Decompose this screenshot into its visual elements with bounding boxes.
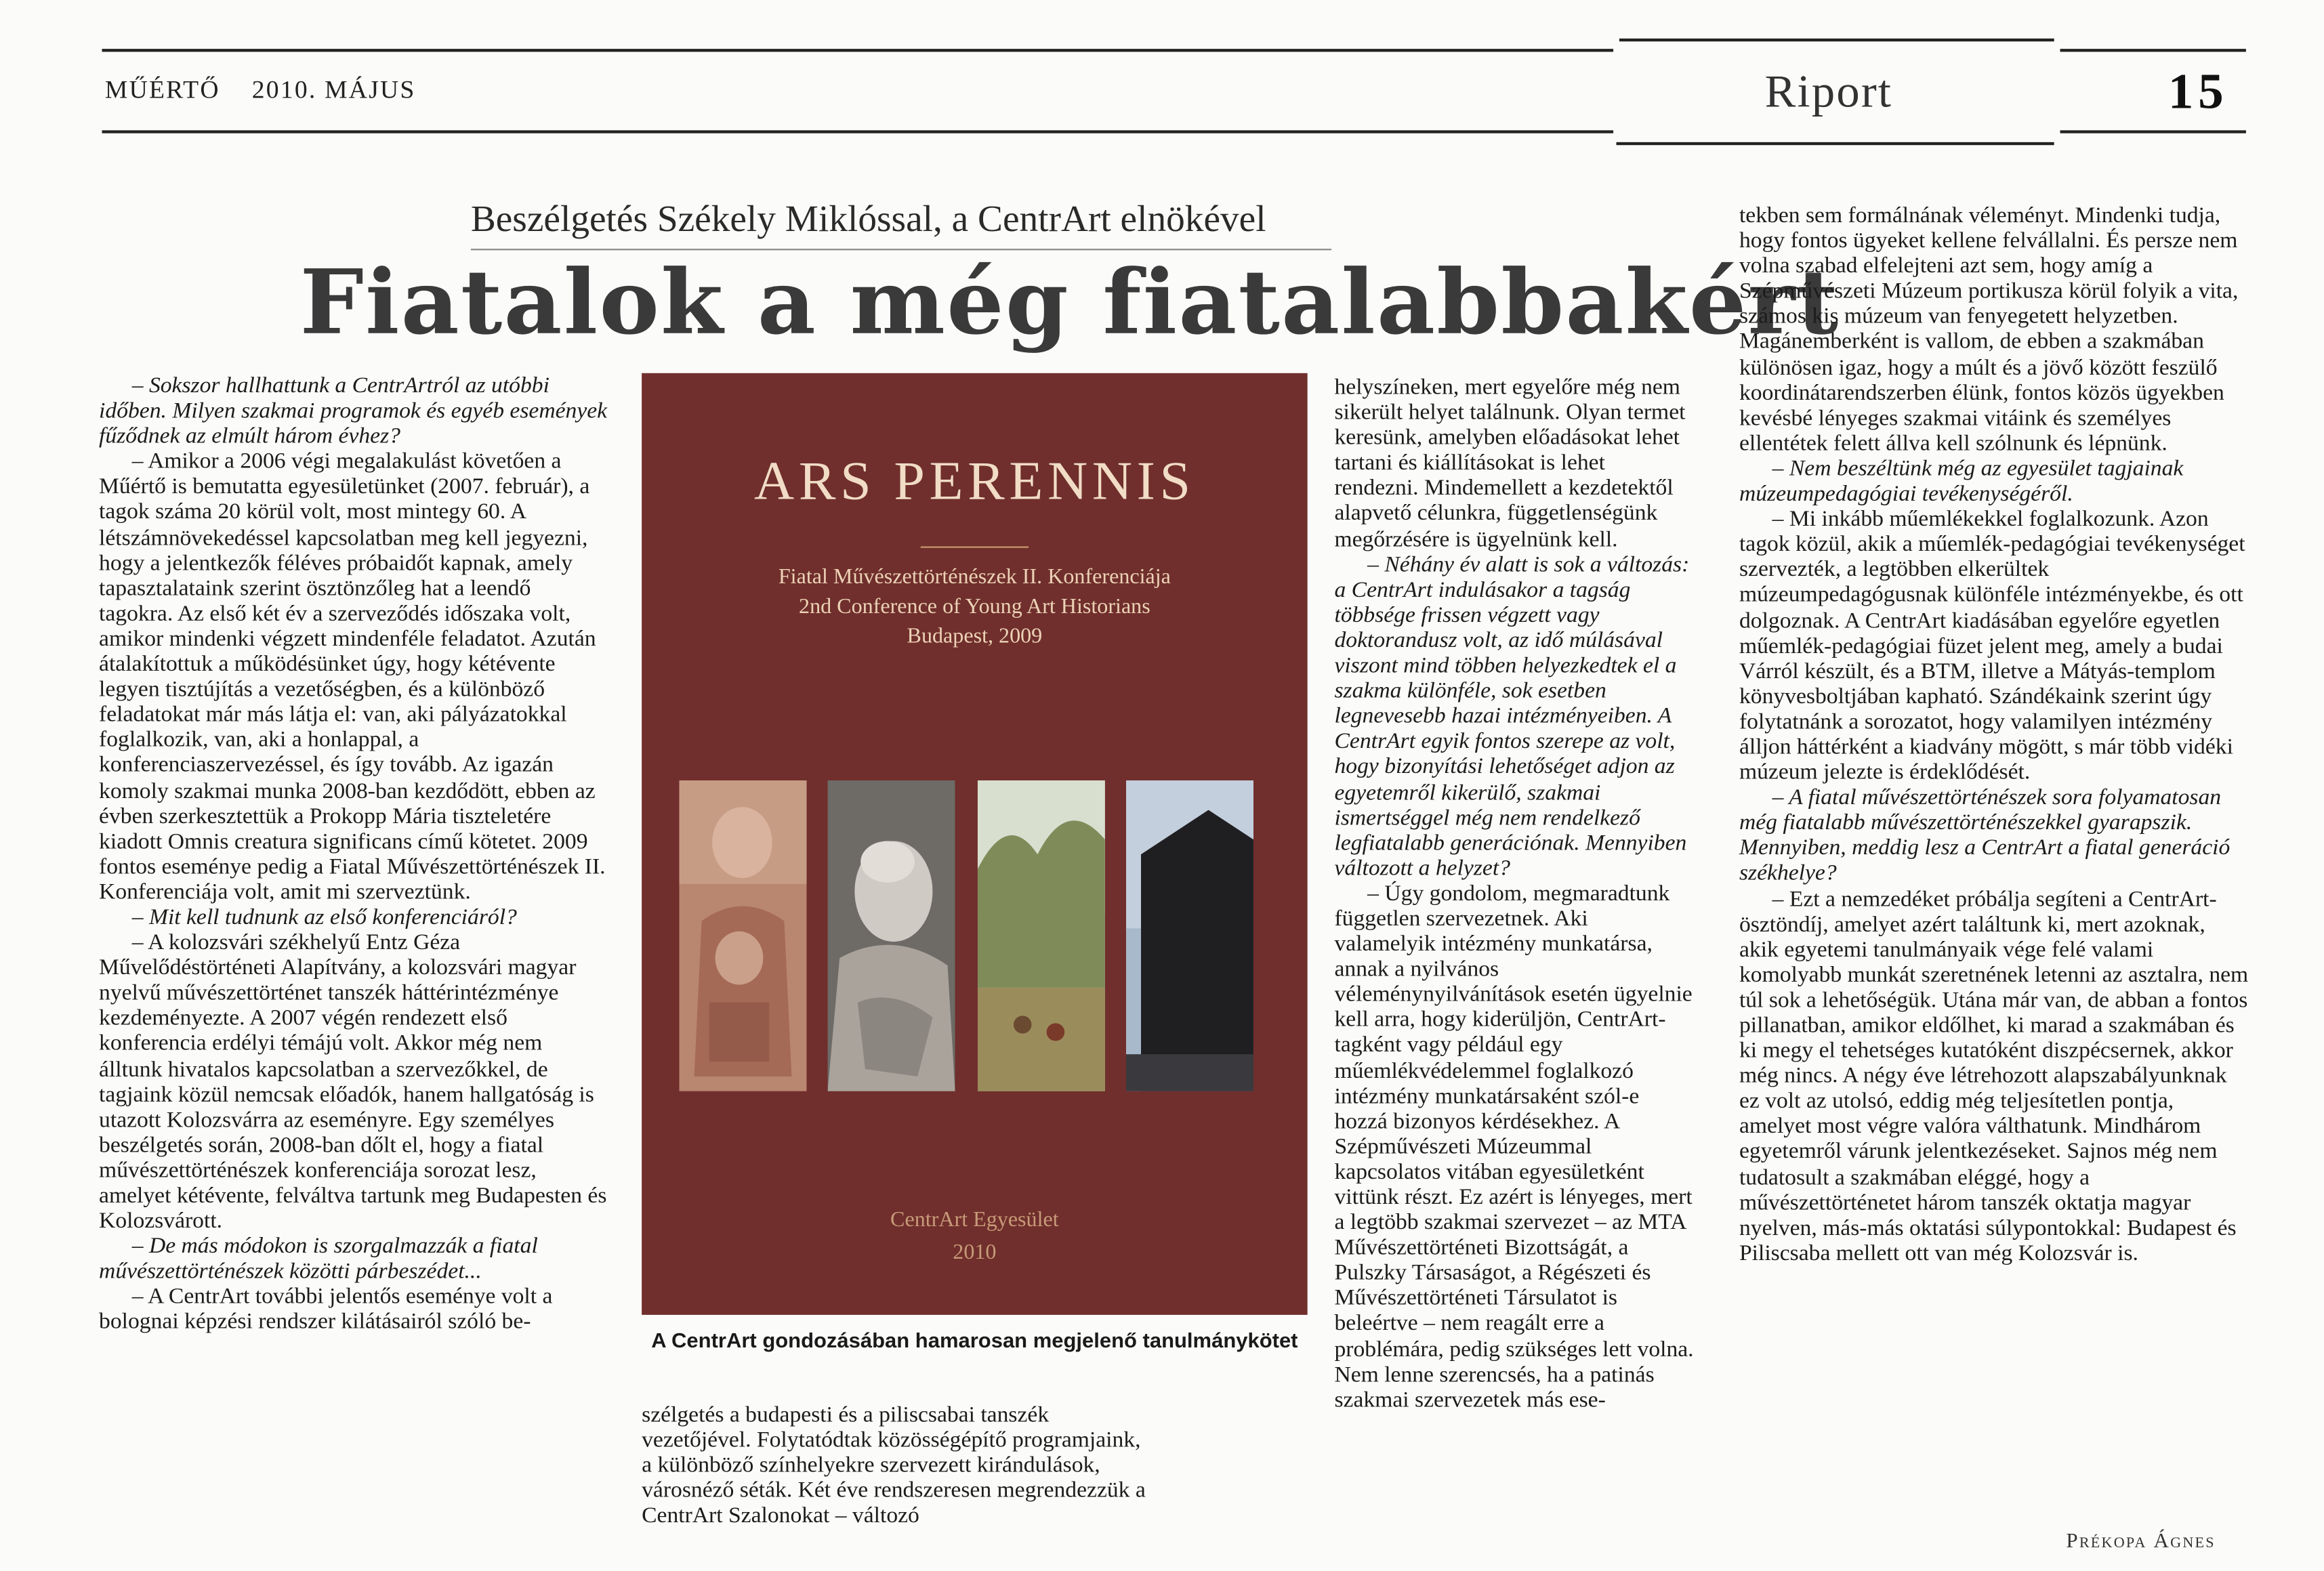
section-top-rule (1619, 39, 2054, 41)
paragraph: – Úgy gondolom, megmaradtunk független szervezetnek. Aki valamelyik intézmény munkatársa, annak a nyilvános véleménynyilvánítások esetén ügyelnie kell arra, hogy kiderüljön, CentrArt-tagként vagy például egy műemlékvédelemmel foglalkozó intézmény munkatársaként szól-e hozzá bizonyos kérdésekhez. A Szépművészeti Múzeummal kapcsolatos vitában egyesületként vittünk részt. Ez azért is lényeges, mert a legtöbb szakmai szervezet – az MTA Művészettörténeti Bizottságát, a Pulszky Társaságot, a Régészeti és Művészettörténeti Társulatot is beleértve – nem reagált erre a problémára, pedig szükséges lett volna. Nem lenne szerencsés, ha a patinás szakmai szervezetek más ese- (1334, 881, 1694, 1412)
column-4 (1739, 203, 2249, 1265)
cover-photo-sculpture (828, 780, 955, 1091)
figure-caption: A CentrArt gondozásában hamarosan megjelenő tanulmánykötet (651, 1328, 1298, 1352)
cover-subtitle-line: Fiatal Művészettörténészek II. Konferenciája (778, 565, 1171, 589)
column-3-top (1334, 375, 1694, 1412)
cover-divider (921, 547, 1029, 548)
cover-subtitle-line: Budapest, 2009 (907, 625, 1043, 649)
article-subtitle: Beszélgetés Székely Miklóssal, a CentrArt elnökével (470, 200, 1266, 240)
publication-name: MŰÉRTŐ (104, 75, 220, 104)
cover-subtitle-line: 2nd Conference of Young Art Historians (799, 595, 1150, 619)
paragraph: – Mit kell tudnunk az első konferenciáról? (131, 904, 517, 930)
pagenum-top-rule (2060, 49, 2246, 51)
page-number: 15 (2167, 65, 2228, 121)
header-top-rule (102, 49, 1613, 51)
section-label: Riport (1764, 65, 1893, 117)
paragraph: – Ezt a nemzedéket próbálja segíteni a CentrArt-ösztöndíj, amelyet azért találtunk ki, mert azoknak, akik egyetemi tanulmányaik vége felé valami komolyabb munkát szeretnének letenni az asztalra, nem túl sok a lehetőségük. Utána már van, de abban a fontos pillanatban, amikor eldőlhet, ki marad a szakmában és ki megy el tehetséges kutatóként diszpécsernek, akkor még nincs. A négy éve létrehozott alapszabályunknak ez volt az utolsó, eddig még teljesítetlen pontja, amelyet most végre valóra válthatunk. Mindhárom egyetemről várunk jelentkezéseket. Sajnos még nem tudatosult a szakmában eléggé, hogy a művészettörténetet három tanszék oktatja magyar nyelven, más-más oktatási súlypontokkal: Budapest és Piliscsaba mellett ott van még Kolozsvár is. (1739, 886, 2249, 1266)
paragraph: – A fiatal művészettörténészek sora folyamatosan még fiatalabb művészettörténészekkel gyarapszik. Mennyiben, meddig lesz a CentrArt a fiatal generáció székhelye? (1739, 784, 2230, 887)
cover-year: 2010 (953, 1240, 997, 1265)
column-2-bottom (642, 1402, 1151, 1529)
paragraph: – Néhány év alatt is sok a változás: a CentrArt indulásakor a tagság többsége frissen végzett vagy doktorandusz volt, az idő múlásával viszont mind többen helyezkedtek el a szakma különféle, sok esetben legnevesebb hazai intézményeiben. A CentrArt egyik fontos szerepe az volt, hogy bizonyítási lehetőséget adjon az egyetemről kikerülő, szakmai ismertséggel még nem rendelkező legfiatalabb generációnak. Mennyiben változott a helyzet? (1334, 551, 1690, 881)
article-title: Fiatalok a még fiatalabbakért (299, 251, 1840, 356)
paragraph: – Mi inkább műemlékekkel foglalkozunk. Azon tagok közül, akik a műemlék-pedagógiai tevékenységet szervezték, a legtöbben elkerültek múzeumpedagógusnak különféle intézményekbe, és ott dolgoznak. A CentrArt kiadásában egyelőre egyetlen műemlék-pedagógiai füzet jelent meg, amely a budai Várról készült, és a BTM, illetve a Mátyás-templom könyvesboltjában kapható. Szándékaink szerint úgy folytatnánk a sorozatot, hogy valamilyen intézmény álljon háttérként a kiadvány mögött, s már több vidéki múzeum jelezte is érdeklődését. (1739, 506, 2245, 785)
byline: Prékopa Ágnes (2066, 1531, 2216, 1553)
paragraph: tekben sem formálnának véleményt. Mindenki tudja, hogy fontos ügyeket kellene felvállalni. És persze nem volna szabad elfelejteni azt sem, hogy amíg a Szépművészeti Múzeum portikusza körül folyik a vita, számos kis múzeum van fenyegetett helyzetben. Magánemberként is vallom, de ebben a szakmában különösen igaz, hogy a múlt és a jövő között feszülő koordinátarendszerben élünk, fontos közös ügyekben kevésbé lényeges szakmai vitáink és személyes ellentétek felett állva kell szólnunk és lépnünk. (1739, 203, 2239, 456)
paragraph: – A kolozsvári székhelyű Entz Géza Művelődéstörténeti Alapítvány, a kolozsvári magyar nyelvű művészettörténet tanszék háttérintézménye kezdeményezte. A 2007 végén rendezett első konferencia erdélyi témájú volt. Akkor még nem álltunk hivatalos kapcsolatban a szervezőkkel, de tagjaink közül nemcsak előadók, hanem hallgatóság is utazott Kolozsvárra az eseményre. Egy személyes beszélgetés során, 2008-ban dőlt el, hogy a fiatal művészettörténészek konferenciája sorozat lesz, amelyet kétévente, felváltva tartunk meg Budapesten és Kolozsvárott. (99, 929, 607, 1234)
paragraph: szélgetés a budapesti és a piliscsabai tanszék vezetőjével. Folytatódtak közösségépítő programjaink, a különböző színhelyekre szervezett kirándulások, városnéző séták. Két éve rendszeresen megrendezzük a CentrArt Szalonokat – változó (642, 1402, 1146, 1529)
subtitle-underline (471, 249, 1331, 250)
issue-date: 2010. MÁJUS (251, 75, 416, 104)
paragraph: – Sokszor hallhattunk a CentrArtról az utóbbi időben. Milyen szakmai programok és egyéb események fűződnek az elmúlt három évhez? (99, 373, 608, 449)
cover-title: ARS PERENNIS (754, 451, 1195, 513)
header-bottom-rule (102, 130, 1613, 133)
cover-photo-fresco (679, 780, 806, 1091)
paragraph: – De más módokon is szorgalmazzák a fiatal művészettörténészek közötti párbeszédet... (99, 1234, 538, 1284)
paragraph: – Nem beszéltünk még az egyesület tagjainak múzeumpedagógiai tevékenységéről. (1739, 456, 2184, 507)
cover-photo-painting (978, 780, 1105, 1091)
pagenum-bottom-rule (2060, 130, 2246, 133)
paragraph: helyszíneken, mert egyelőre még nem sikerült helyet találnunk. Olyan termet keresünk, amelyben előadásokat lehet tartani és kiállításokat is lehet rendezni. Mindemellett a kezdetektől alapvető célunkra, függetlenségünk megőrzésére is ügyelnünk kell. (1334, 374, 1686, 552)
cover-photo-building (1126, 780, 1253, 1091)
book-cover-image (642, 373, 1308, 1315)
column-1 (99, 373, 610, 1335)
cover-publisher: CentrArt Egyesület (890, 1208, 1059, 1232)
paragraph: – A CentrArt további jelentős eseménye volt a bolognai képzési rendszer kilátásairól szóló be- (99, 1284, 553, 1335)
section-bottom-rule (1617, 142, 2054, 145)
paragraph: – Amikor a 2006 végi megalakulást követően a Műértő is bemutatta egyesületünket (2007. február), a tagok száma 20 körül volt, most mintegy 60. A létszámnövekedéssel kapcsolatban meg kell jegyezni, hogy a jelentkezők féléves próbaidőt kapnak, amely tapasztalataink szerint ösztönzőleg hat a leendő tagokra. Az első két év a szerveződés időszaka volt, amikor mindenki végzett mindenféle feladatot. Azután átalakítottuk a működésünket úgy, hogy kétévente legyen tisztújítás a vezetőségben, és a különböző feladatokat már más látja el: van, aki pályázatokkal foglalkozik, van, aki a honlappal, a konferenciaszervezéssel, és így tovább. Az igazán komoly szakmai munka 2008-ban kezdődött, ebben az évben szerkesztettük a Prokopp Mária tiszteletére kiadott Omnis creatura significans című kötetet. 2009 fontos eseménye pedig a Fiatal Művészettörténészek II. Konferenciája volt, amit mi szerveztünk. (99, 448, 606, 905)
